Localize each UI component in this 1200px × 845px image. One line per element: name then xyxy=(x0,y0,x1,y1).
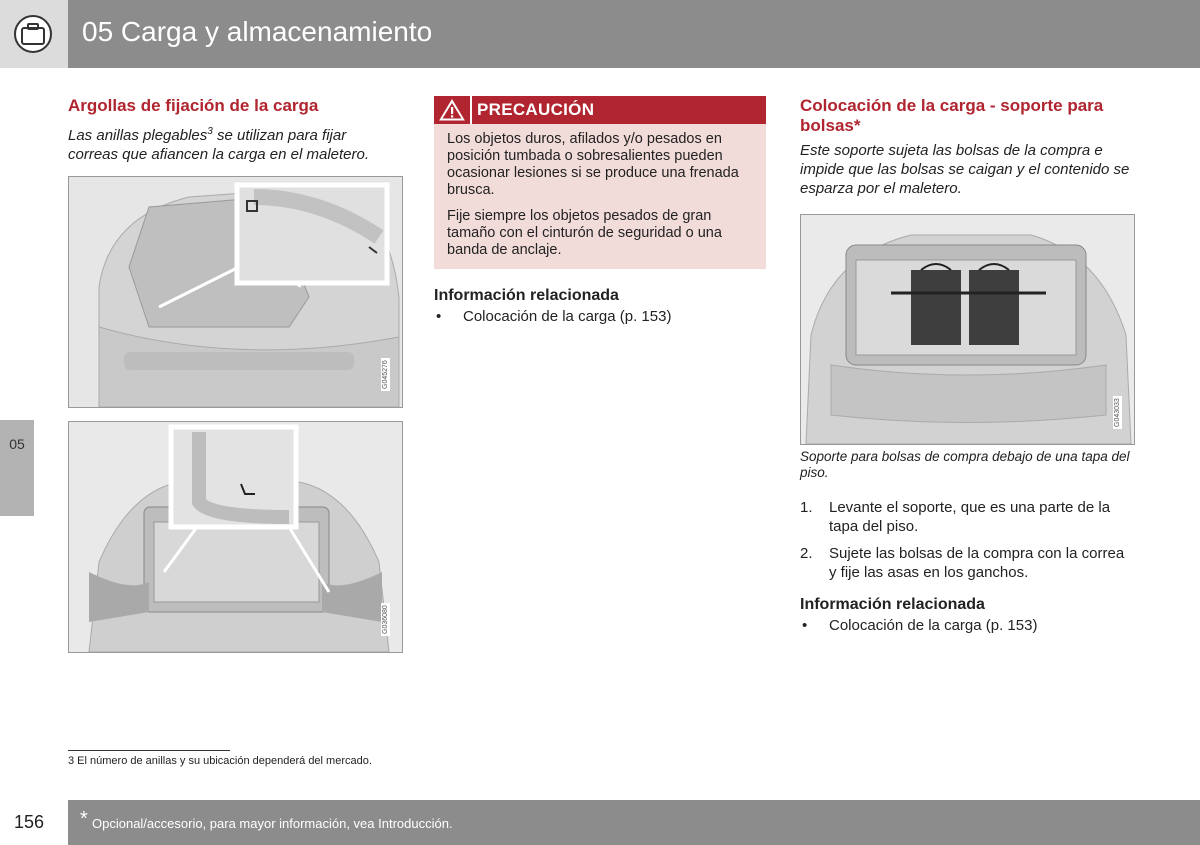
footer-note: Opcional/accesorio, para mayor información, vea Introducción. xyxy=(92,816,453,831)
bag-holder-intro: Este soporte sujeta las bolsas de la compra e impide que las bolsas se caigan y el contenido se esparza por el maletero. xyxy=(800,142,1130,197)
car-rear-drawing xyxy=(69,422,402,652)
step-text: Levante el soporte, que es una parte de la tapa del piso. xyxy=(829,499,1111,535)
section-title-fastening-rings: Argollas de fijación de la carga xyxy=(68,96,319,115)
step-item xyxy=(800,498,1135,536)
warning-triangle-icon xyxy=(439,98,465,122)
related-info-title: Información relacionada xyxy=(434,287,619,304)
related-link-text[interactable]: Colocación de la carga (p. 153) xyxy=(463,308,672,325)
related-info-title: Información relacionada xyxy=(800,596,985,613)
figure-code: G045276 xyxy=(382,360,389,389)
trunk-ring-illustration xyxy=(68,176,403,408)
step-text: Sujete las bolsas de la compra con la correa y fije las asas en los ganchos. xyxy=(829,545,1125,581)
intro-text-line2: correas que afiancen la carga en el maletero. xyxy=(68,146,370,163)
caution-paragraph-2: Fije siempre los objetos pesados de gran tamaño con el cinturón de seguridad o una banda de anclaje. xyxy=(447,208,722,258)
suitcase-icon xyxy=(13,14,53,54)
optional-star-icon: * xyxy=(80,808,88,830)
chapter-icon-box xyxy=(0,0,68,68)
bullet-icon: • xyxy=(436,308,442,325)
page-header xyxy=(0,0,1200,68)
steps-list xyxy=(800,498,1135,582)
step-number: 1. xyxy=(800,499,813,516)
caution-title: PRECAUCIÓN xyxy=(477,100,595,119)
header-divider xyxy=(470,96,472,124)
step-number: 2. xyxy=(800,545,813,562)
footnote-divider xyxy=(68,750,230,751)
related-info-middle xyxy=(434,287,766,326)
intro-text-cont: se utilizan para fijar xyxy=(212,127,347,144)
bullet-icon: • xyxy=(802,617,808,634)
related-link-item[interactable] xyxy=(800,616,1135,635)
figure-code: G036080 xyxy=(382,605,389,634)
bag-holder-drawing xyxy=(801,215,1134,444)
related-link-item[interactable] xyxy=(434,307,766,326)
car-trunk-drawing xyxy=(69,177,402,407)
footnote-ref[interactable]: 3 xyxy=(207,126,213,137)
footnote: 3 El número de anillas y su ubicación dependerá del mercado. xyxy=(68,755,372,767)
section-title-bag-holder: Colocación de la carga - soporte para bolsas* xyxy=(800,96,1104,135)
page-number: 156 xyxy=(14,812,45,832)
page-title: 05 Carga y almacenamiento xyxy=(82,16,433,47)
caution-header xyxy=(434,96,766,124)
caution-body xyxy=(434,124,766,259)
intro-text: Las anillas plegables xyxy=(68,127,208,144)
caution-paragraph-1: Los objetos duros, afilados y/o pesados en posición tumbada o sobresalientes pueden ocasionar lesiones si se produce una frenada brusca. xyxy=(447,131,739,198)
right-lower-content xyxy=(800,449,1135,635)
section-intro xyxy=(68,122,408,164)
caution-box xyxy=(434,96,766,269)
related-link-text[interactable]: Colocación de la carga (p. 153) xyxy=(829,617,1038,634)
figure-code: G043033 xyxy=(1114,398,1121,427)
left-column xyxy=(68,96,408,164)
chapter-tab[interactable]: 05 xyxy=(0,420,34,516)
figure-caption: Soporte para bolsas de compra debajo de una tapa del piso. xyxy=(800,449,1130,480)
page-footer xyxy=(68,800,1200,845)
trunk-rings-overview-illustration xyxy=(68,421,403,653)
right-column xyxy=(800,96,1135,198)
bag-holder-illustration xyxy=(800,214,1135,445)
step-item xyxy=(800,544,1135,582)
